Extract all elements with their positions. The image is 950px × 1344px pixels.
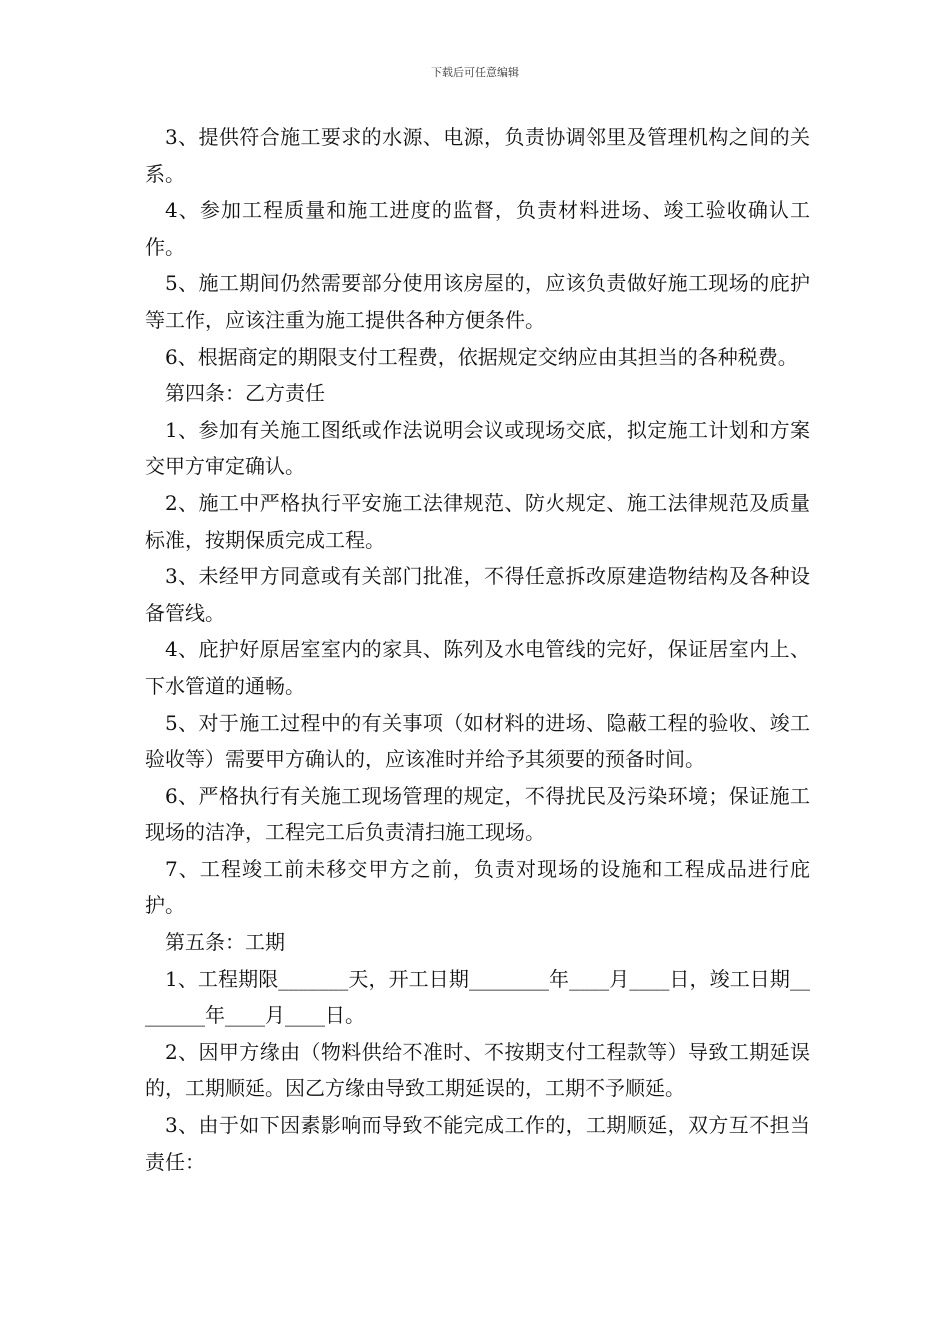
clause-paragraph: 1、工程期限_______天，开工日期________年____月____日，竣工日期________年____月____日。 [145, 966, 810, 1028]
clause-paragraph: 3、提供符合施工要求的水源、电源，负责协调邻里及管理机构之间的关系。 [145, 125, 810, 186]
clause-paragraph: 6、根据商定的期限支付工程费，依据规定交纳应由其担当的各种税费。 [165, 344, 798, 369]
clause-paragraph: 1、参加有关施工图纸或作法说明会议或现场交底，拟定施工计划和方案交甲方审定确认。 [145, 417, 810, 479]
clause-paragraph: 7、工程竣工前未移交甲方之前，负责对现场的设施和工程成品进行庇护。 [145, 856, 810, 918]
clause-paragraph: 4、庇护好原居室室内的家具、陈列及水电管线的完好，保证居室内上、下水管道的通畅。 [145, 637, 810, 698]
clause-paragraph: 5、施工期间仍然需要部分使用该房屋的，应该负责做好施工现场的庇护等工作，应该注重为施工提供各种方便条件。 [145, 271, 810, 332]
clause-paragraph: 2、施工中严格执行平安施工法律规范、防火规定、施工法律规范及质量标准，按期保质完成工程。 [145, 490, 810, 552]
document-body [145, 119, 810, 1180]
clause-paragraph: 3、未经甲方同意或有关部门批准，不得任意拆改原建造物结构及各种设备管线。 [145, 564, 810, 625]
section-heading: 第五条：工期 [165, 930, 285, 955]
clause-paragraph: 6、严格执行有关施工现场管理的规定，不得扰民及污染环境；保证施工现场的洁净，工程完工后负责清扫施工现场。 [145, 783, 810, 845]
clause-paragraph: 4、参加工程质量和施工进度的监督，负责材料进场、竣工验收确认工作。 [145, 198, 810, 259]
section-heading: 第四条：乙方责任 [165, 381, 325, 406]
clause-paragraph: 5、对于施工过程中的有关事项（如材料的进场、隐蔽工程的验收、竣工验收等）需要甲方确认的，应该准时并给予其须要的预备时间。 [145, 710, 810, 772]
clause-paragraph: 3、由于如下因素影响而导致不能完成工作的，工期顺延，双方互不担当责任： [145, 1113, 810, 1174]
page-header: 下载后可任意编辑 [431, 66, 519, 79]
clause-paragraph: 2、因甲方缘由（物料供给不准时、不按期支付工程款等）导致工期延误的，工期顺延。因乙方缘由导致工期延误的，工期不予顺延。 [145, 1039, 810, 1101]
